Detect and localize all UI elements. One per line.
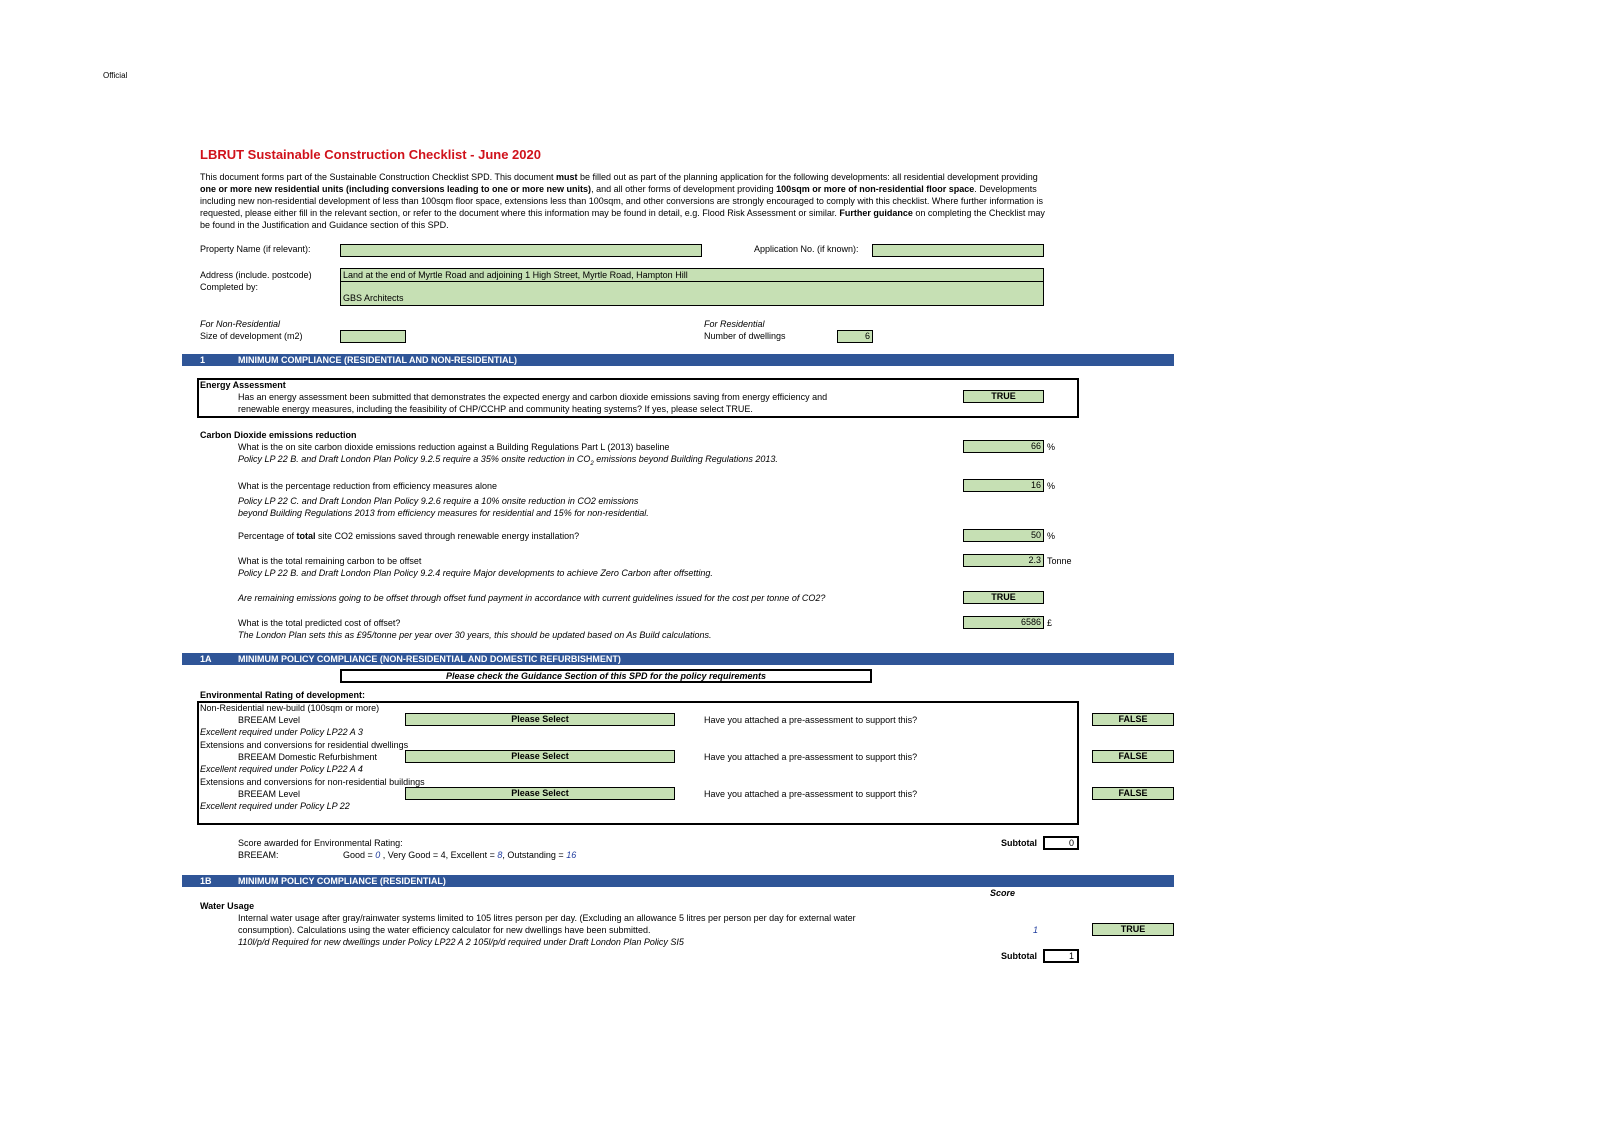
offset-question: Are remaining emissions going to be offset through offset fund payment in accordance with current guidelines issued for the cost per tonne of CO2? xyxy=(238,593,826,603)
energy-assessment-select[interactable]: TRUE xyxy=(963,390,1044,403)
size-label: Size of development (m2) xyxy=(200,331,303,341)
offset-cost-note: The London Plan sets this as £95/tonne per year over 30 years, this should be updated based on As Build calculations. xyxy=(238,630,712,640)
pre-assessment-select-2[interactable]: FALSE xyxy=(1092,750,1174,763)
remaining-carbon-question: What is the total remaining carbon to be offset xyxy=(238,556,422,566)
energy-question-1: Has an energy assessment been submitted that demonstrates the expected energy and carbon dioxide emissions saving from energy efficiency and xyxy=(238,392,828,402)
section-1-header: 1 MINIMUM COMPLIANCE (RESIDENTIAL AND NON-RESIDENTIAL) xyxy=(182,354,1174,366)
pre-assessment-question-3: Have you attached a pre-assessment to support this? xyxy=(704,789,918,799)
breeam-select-1[interactable]: Please Select xyxy=(405,713,675,726)
pre-assessment-question-2: Have you attached a pre-assessment to support this? xyxy=(704,752,918,762)
renewable-question: Percentage of total site CO2 emissions saved through renewable energy installation? xyxy=(238,531,580,541)
property-name-label: Property Name (if relevant): xyxy=(200,244,311,254)
co2-unit: % xyxy=(1047,442,1056,452)
completed-by-value: GBS Architects xyxy=(343,293,404,303)
application-no-label: Application No. (if known): xyxy=(754,244,859,254)
subtotal-1b-value: 1 xyxy=(1043,949,1079,963)
offset-select[interactable]: TRUE xyxy=(963,591,1044,604)
dwellings-label: Number of dwellings xyxy=(704,331,786,341)
page-title: LBRUT Sustainable Construction Checklist - June 2020 xyxy=(200,147,541,162)
pre-assessment-select-1[interactable]: FALSE xyxy=(1092,713,1174,726)
efficiency-field[interactable]: 16 xyxy=(963,479,1044,492)
breeam-group-2: Extensions and conversions for residential dwellings xyxy=(200,740,409,750)
intro-text: This document forms part of the Sustainable Construction Checklist SPD. This document must be filled out as part of the planning application for the following developments: all residential development providing one or more new residential units (including conversions leading to one or more new units), and all other forms of development providing 100sqm or more of non-residential floor space. Developments including new non-residential development of less than 100sqm floor space, extensions less than 100sqm, and other conversions are strongly encouraged to comply with this checklist. Where further information is requested, please either fill in the relevant section, or refer to the document where this information may be found in detail, e.g. Flood Risk Assessment or similar. Further guidance on completing the Checklist may be found in the Justification and Guidance section of this SPD. xyxy=(200,172,1045,230)
breeam-note-1: Excellent required under Policy LP22 A 3 xyxy=(200,727,363,737)
breeam-score-label: BREEAM: xyxy=(238,850,279,860)
size-field[interactable] xyxy=(340,330,406,343)
remaining-carbon-unit: Tonne xyxy=(1047,556,1072,566)
official-marking: Official xyxy=(103,71,128,80)
efficiency-unit: % xyxy=(1047,481,1056,491)
address-label: Address (include. postcode) xyxy=(200,270,312,280)
subtotal-1b-label: Subtotal xyxy=(1001,951,1037,961)
water-question-2: consumption). Calculations using the water efficiency calculator for new dwellings have been submitted. xyxy=(238,925,651,935)
co2-heading: Carbon Dioxide emissions reduction xyxy=(200,430,357,440)
subtotal-1a-label: Subtotal xyxy=(1001,838,1037,848)
co2-question: What is the on site carbon dioxide emissions reduction against a Building Regulations Part L (2013) baseline xyxy=(238,442,670,452)
efficiency-note-1: Policy LP 22 C. and Draft London Plan Policy 9.2.6 require a 10% onsite reduction in CO2 emissions xyxy=(238,496,639,506)
application-no-field[interactable] xyxy=(872,244,1044,257)
score-column-header: Score xyxy=(990,888,1016,898)
guidance-note-box: Please check the Guidance Section of this SPD for the policy requirements xyxy=(340,669,872,683)
environmental-rating-heading: Environmental Rating of development: xyxy=(200,690,366,700)
co2-note: Policy LP 22 B. and Draft London Plan Policy 9.2.5 require a 35% onsite reduction in $CO_2$ emissions beyond Building Regulations 2013. xyxy=(238,454,778,467)
breeam-score-scale: Good = 0 , Very Good = 4, Excellent = 8, Outstanding = 16 xyxy=(343,850,577,860)
breeam-group-3: Extensions and conversions for non-residential buildings xyxy=(200,777,425,787)
remaining-carbon-field[interactable]: 2.3 xyxy=(963,554,1044,567)
dwellings-field[interactable]: 6 xyxy=(837,330,873,343)
property-name-field[interactable] xyxy=(340,244,702,257)
section-1a-header: 1A MINIMUM POLICY COMPLIANCE (NON-RESIDENTIAL AND DOMESTIC REFURBISHMENT) xyxy=(182,653,1174,665)
breeam-label-1: BREEAM Level xyxy=(238,715,301,725)
remaining-carbon-note: Policy LP 22 B. and Draft London Plan Policy 9.2.4 require Major developments to achieve Zero Carbon after offsetting. xyxy=(238,568,713,578)
energy-question-2: renewable energy measures, including the feasibility of CHP/CCHP and community heating systems? If yes, please select TRUE. xyxy=(238,404,753,414)
energy-heading: Energy Assessment xyxy=(200,380,286,390)
breeam-note-3: Excellent required under Policy LP 22 xyxy=(200,801,350,811)
residential-label: For Residential xyxy=(704,319,765,329)
water-note: 110l/p/d Required for new dwellings under Policy LP22 A 2 105l/p/d required under Draft London Plan Policy SI5 xyxy=(238,937,684,947)
completed-by-label: Completed by: xyxy=(200,282,259,292)
pre-assessment-select-3[interactable]: FALSE xyxy=(1092,787,1174,800)
breeam-label-3: BREEAM Level xyxy=(238,789,301,799)
pre-assessment-question-1: Have you attached a pre-assessment to support this? xyxy=(704,715,918,725)
address-value: Land at the end of Myrtle Road and adjoining 1 High Street, Myrtle Road, Hampton Hill xyxy=(343,270,688,280)
breeam-label-2: BREEAM Domestic Refurbishment xyxy=(238,752,378,762)
water-usage-heading: Water Usage xyxy=(200,901,255,911)
address-field[interactable] xyxy=(340,268,1044,306)
renewable-field[interactable]: 50 xyxy=(963,529,1044,542)
breeam-group-1: Non-Residential new-build (100sqm or more) xyxy=(200,703,380,713)
renewable-unit: % xyxy=(1047,531,1056,541)
water-usage-select[interactable]: TRUE xyxy=(1092,923,1174,936)
section-1b-header: 1B MINIMUM POLICY COMPLIANCE (RESIDENTIAL) xyxy=(182,875,1174,887)
breeam-select-3[interactable]: Please Select xyxy=(405,787,675,800)
offset-cost-question: What is the total predicted cost of offset? xyxy=(238,618,401,628)
water-question-1: Internal water usage after gray/rainwater systems limited to 105 litres person per day. (Excluding an allowance 5 litres per person per day for external water xyxy=(238,913,856,923)
non-residential-label: For Non-Residential xyxy=(200,319,281,329)
offset-cost-field[interactable]: 6586 xyxy=(963,616,1044,629)
water-score: 1 xyxy=(1033,925,1039,935)
efficiency-question: What is the percentage reduction from efficiency measures alone xyxy=(238,481,497,491)
efficiency-note-2: beyond Building Regulations 2013 from efficiency measures for residential and 15% for non-residential. xyxy=(238,508,649,518)
offset-cost-unit: £ xyxy=(1047,618,1053,628)
breeam-note-2: Excellent required under Policy LP22 A 4 xyxy=(200,764,363,774)
subtotal-1a-value: 0 xyxy=(1043,836,1079,850)
score-awarded-label: Score awarded for Environmental Rating: xyxy=(238,838,403,848)
breeam-select-2[interactable]: Please Select xyxy=(405,750,675,763)
co2-reduction-field[interactable]: 66 xyxy=(963,440,1044,453)
